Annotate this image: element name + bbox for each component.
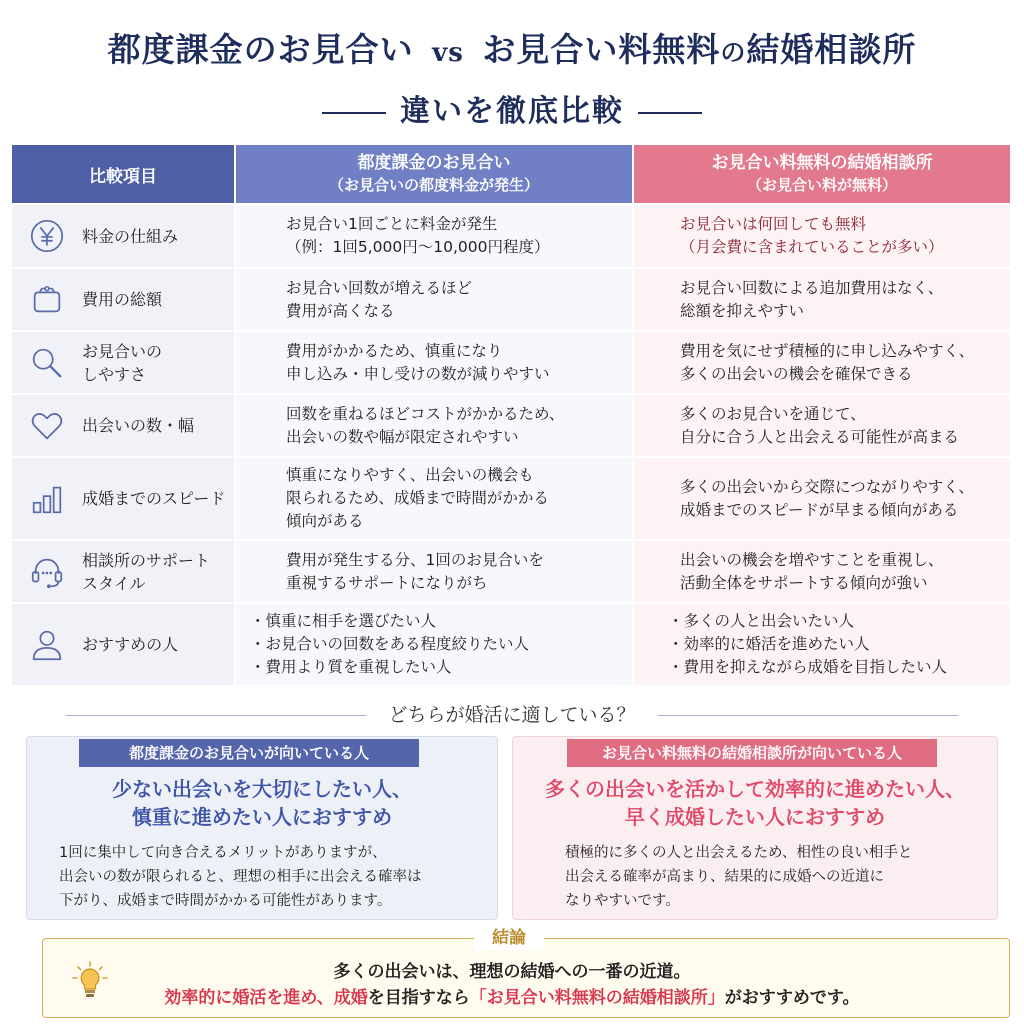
pay-per-meeting-cell [236,395,632,456]
cell-line: 費用が発生する分、1回のお見合いを [286,550,544,569]
table-row [12,395,1010,456]
cell-line: 総額を抑えやすい [680,301,805,320]
desc-line: 出会える確率が高まり、結果的に成婚への近道に [565,869,884,885]
cell-line: お見合いは何回しても無料 [680,215,867,233]
cell-line: 活動全体をサポートする傾向が強い [680,573,928,592]
conclusion-emphasis-1: 効率的に婚活を進め、成婚 [164,988,368,1008]
recommend-tag-free: お見合い料無料の結婚相談所が向いている人 [567,739,937,767]
free-agency-cell [634,604,1010,685]
question-text: どちらが婚活に適している？ [388,704,636,726]
conclusion-line-1: 多くの出会いは、理想の結婚への一番の近道。 [333,962,691,982]
title-right-2: の [720,38,747,67]
cell-line: 回数を重ねるほどコストがかかるため、 [286,404,565,423]
header-item: 比較項目 [12,145,234,203]
desc-line: 出会いの数が限られると、理想の相手に出会える確率は [59,869,422,885]
row-item-label [82,340,162,386]
conclusion-line-2 [0,983,1024,1008]
cell-line: 多くの出会いから交際につながりやすく、 [680,477,974,496]
table-row [12,604,1010,685]
free-agency-cell [634,395,1010,456]
question-rule-right [658,715,958,716]
label-line: 出会いの数・幅 [82,416,195,435]
header-pay-sub: （お見合いの都度料金が発生） [328,176,539,194]
heart-icon [26,405,68,447]
cell-line: 費用を気にせず積極的に申し込みやすく、 [680,341,975,360]
subtitle-rule-right [638,112,702,114]
pay-per-meeting-cell [236,205,632,267]
table-row [12,458,1010,539]
label-line: しやすさ [82,364,147,384]
lead-line: 早く成婚したい人におすすめ [624,805,886,829]
lead-line: 慎重に進めたい人におすすめ [131,805,393,829]
title-right-3: 結婚相談所 [746,30,917,69]
cell-line: ・効率的に婚活を進めたい人 [668,635,870,653]
label-line: 成婚までのスピード [82,489,226,508]
cell-line: ・費用より質を重視したい人 [250,658,452,676]
label-line: お見合いの [82,341,163,361]
cell-line: ・費用を抑えながら成婚を目指したい人 [668,658,948,676]
free-agency-cell [634,541,1010,602]
table-row [12,205,1010,267]
subtitle-rule-left [322,112,386,114]
cell-line: 費用がかかるため、慎重になり [286,341,503,360]
pay-per-meeting-cell [236,604,632,685]
pay-per-meeting-cell [236,269,632,330]
recommend-desc-free [565,841,912,913]
cell-line: （月会費に含まれていることが多い） [680,238,944,256]
label-line: 費用の総額 [82,290,163,309]
recommend-box-pay-per-meeting [26,736,498,920]
wallet-icon [26,279,68,321]
free-agency-cell [634,205,1010,267]
table-row [12,269,1010,330]
cell-line: 多くのお見合いを通じて、 [680,404,866,423]
person-icon [26,624,68,666]
header-pay-per-meeting [236,145,632,203]
cell-line: ・お見合いの回数をある程度絞りたい人 [250,635,530,653]
row-item-label [82,487,225,510]
header-pay-title: 都度課金のお見合い [357,153,511,173]
lead-line: 多くの出会いを活かして効率的に進めたい人、 [545,777,965,801]
free-agency-cell [634,458,1010,539]
subtitle-text: 違いを徹底比較 [400,94,624,129]
bar-chart-icon [26,478,68,520]
conclusion-tag: 結論 [474,926,544,950]
desc-line: 下がり、成婚まで時間がかかる可能性があります。 [59,893,392,909]
cell-line: 出会いの数や幅が限定されやすい [286,427,519,446]
header-free-sub: （お見合い料が無料） [746,176,897,194]
cell-line: （例：1回5,000円〜10,000円程度） [286,238,550,256]
row-item-cell [12,395,234,456]
cell-line: 成婚までのスピードが早まる傾向がある [680,500,959,519]
pay-per-meeting-cell [236,541,632,602]
page-title [0,24,1024,71]
table-row [12,332,1010,393]
header-free-agency [634,145,1010,203]
table-row [12,541,1010,602]
row-item-cell [12,458,234,539]
cell-line: 傾向がある [286,512,364,530]
cell-line: 出会いの機会を増やすことを重視し、 [680,550,944,569]
recommend-desc-pay [59,841,422,913]
section-question [0,700,1024,727]
recommend-lead-free [513,775,997,831]
headset-icon [26,551,68,593]
recommend-tag-pay: 都度課金のお見合いが向いている人 [79,739,419,767]
cell-line: お見合い回数による追加費用はなく、 [680,278,944,297]
recommend-lead-pay [27,775,497,831]
row-item-label [82,225,178,248]
cell-line: 慎重になりやすく、出会いの機会も [286,466,534,484]
question-rule-left [66,715,366,716]
cell-line: 限られるため、成婚まで時間がかかる [286,489,549,507]
row-item-label [82,633,178,656]
title-right-1: お見合い料無料 [482,30,721,69]
row-item-cell [12,604,234,685]
header-free-title: お見合い料無料の結婚相談所 [711,153,933,173]
yen-icon [26,215,68,257]
label-line: 料金の仕組み [82,226,179,246]
desc-line: なりやすいです。 [565,893,680,909]
pay-per-meeting-cell [236,332,632,393]
cell-line: 多くの出会いの機会を確保できる [680,364,913,383]
cell-line: 自分に合う人と出会える可能性が高まる [680,427,960,446]
row-item-cell [12,541,234,602]
free-agency-cell [634,269,1010,330]
desc-line: 1回に集中して向き合えるメリットがありますが、 [59,845,387,861]
cell-line: お見合い回数が増えるほど [286,278,473,297]
free-agency-cell [634,332,1010,393]
cell-line: 重視するサポートになりがち [286,573,488,592]
search-icon [26,342,68,384]
row-item-label [82,414,194,437]
lead-line: 少ない出会いを大切にしたい人、 [112,777,412,801]
cell-line: ・多くの人と出会いたい人 [668,612,855,630]
cell-line: 費用が高くなる [286,301,395,320]
row-item-cell [12,332,234,393]
conclusion-mid: を目指すなら [367,988,470,1008]
cell-line: 申し込み・申し受けの数が減りやすい [286,364,550,383]
row-item-cell [12,205,234,267]
label-line: スタイル [82,573,146,593]
pay-per-meeting-cell [236,458,632,539]
conclusion-end: がおすすめです。 [724,988,860,1008]
title-left: 都度課金のお見合い [107,30,414,69]
table-header-row [12,145,1010,203]
label-line: おすすめの人 [82,635,179,654]
row-item-label [82,288,162,311]
row-item-label [82,549,210,595]
title-vs: vs [432,38,464,68]
row-item-cell [12,269,234,330]
cell-line: お見合い1回ごとに料金が発生 [286,215,498,233]
page-subtitle [0,86,1024,130]
label-line: 相談所のサポート [82,550,211,570]
desc-line: 積極的に多くの人と出会えるため、相性の良い相手と [565,845,913,861]
cell-line: ・慎重に相手を選びたい人 [250,612,437,630]
conclusion-emphasis-2: 「お見合い料無料の結婚相談所」 [469,988,725,1008]
recommend-box-free-agency [512,736,998,920]
